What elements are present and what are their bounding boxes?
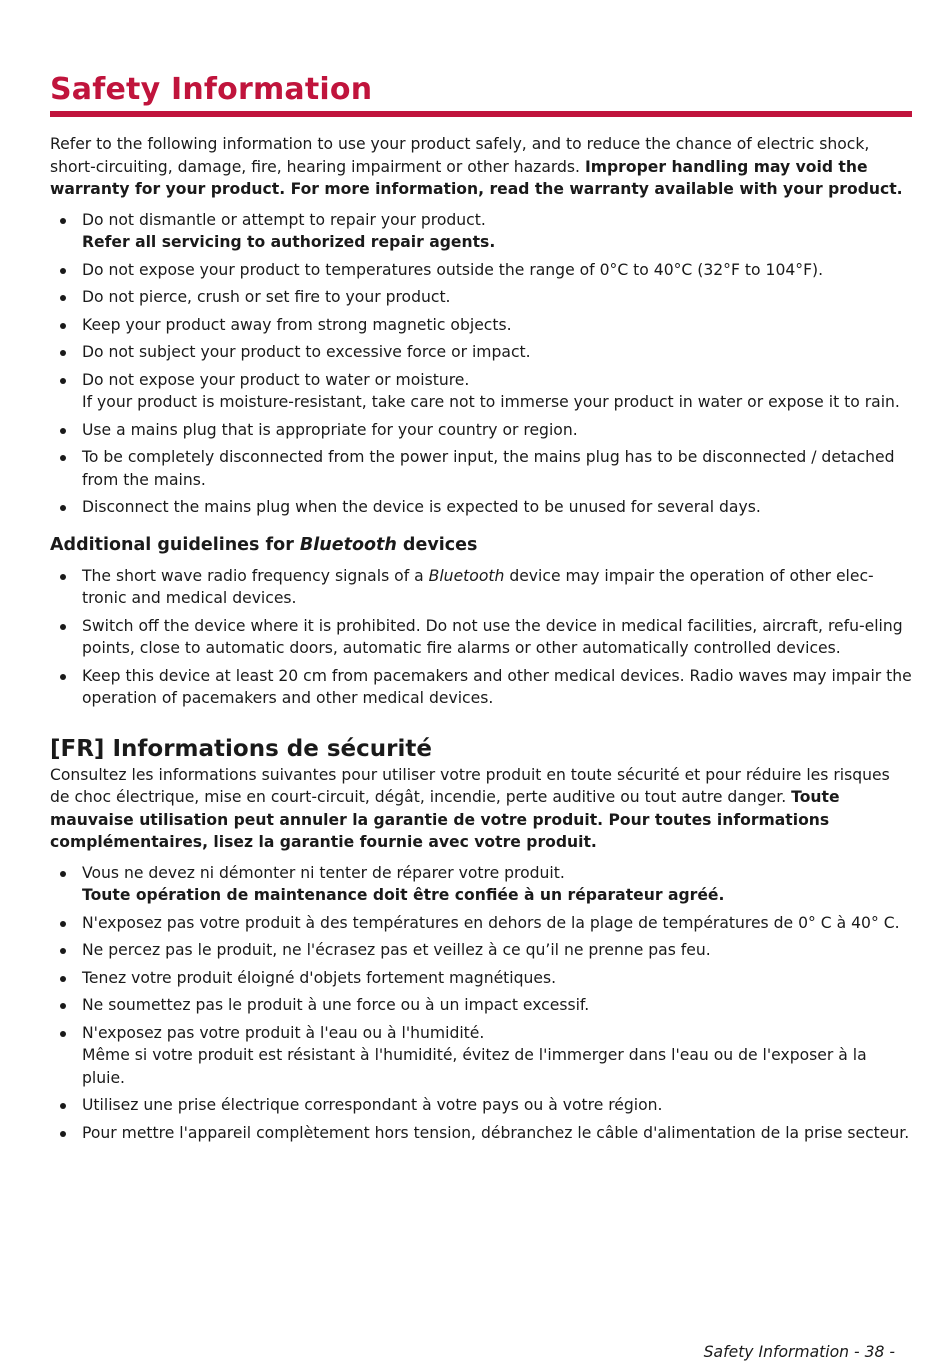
bullet-icon (60, 350, 66, 356)
list-item-text: Disconnect the mains plug when the device is expected to be unused for several days. (82, 498, 761, 516)
list-item-note: If your product is moisture-resistant, take care not to immerse your product in water or expose it to rain. (82, 393, 900, 411)
bluetooth-item1-post: device may impair the operation of other elec-tronic and medical devices. (82, 566, 874, 607)
fr-safety-list (50, 862, 912, 1145)
bluetooth-list (50, 565, 912, 710)
list-item-text: Utilisez une prise électrique correspondant à votre pays ou à votre région. (82, 1096, 663, 1114)
fr-section-title: [FR] Informations de sécurité (50, 735, 432, 762)
bullet-icon (60, 428, 66, 434)
list-item (50, 1094, 912, 1117)
list-item (50, 209, 912, 254)
list-item (50, 446, 912, 491)
list-item-text: Do not expose your product to temperatures outside the range of 0°C to 40°C (32°F to 104°F). (82, 260, 824, 279)
fr-intro-text: Consultez les informations suivantes pour utiliser votre produit en toute sécurité et pour réduire les risques de choc électrique, mise en court-circuit, dégât, incendie, perte auditive ou tout autre danger. (50, 765, 890, 806)
list-item-text: Pour mettre l'appareil complètement hors tension, débranchez le câble d'alimentation de la prise secteur. (82, 1123, 910, 1142)
list-item (50, 419, 912, 442)
list-item-text: Do not pierce, crush or set fire to your product. (82, 288, 451, 306)
list-item (50, 912, 912, 935)
fr-intro-paragraph (50, 764, 912, 854)
list-item (50, 369, 912, 414)
list-item-text: Use a mains plug that is appropriate for your country or region. (82, 420, 578, 439)
bluetooth-heading-italic: Bluetooth (299, 534, 397, 555)
list-item-text: Do not dismantle or attempt to repair your product. (82, 210, 486, 229)
page-title: Safety Information (50, 72, 912, 117)
list-item (50, 665, 912, 710)
intro-paragraph (50, 133, 912, 201)
bluetooth-item3: Keep this device at least 20 cm from pacemakers and other medical devices. Radio waves may impair the operation of pacemakers and other medical devices. (82, 666, 912, 707)
bullet-icon (60, 1131, 66, 1137)
bullet-icon (60, 624, 66, 630)
bullet-icon (60, 455, 66, 461)
page-footer: Safety Information - 38 - (703, 1343, 895, 1361)
list-item-text: Keep your product away from strong magnetic objects. (82, 315, 512, 334)
list-item-text: Ne percez pas le produit, ne l'écrasez pas et veillez à ce qu’il ne prenne pas feu. (82, 941, 711, 959)
list-item (50, 286, 912, 309)
bullet-icon (60, 1031, 66, 1037)
list-item-text: To be completely disconnected from the power input, the mains plug has to be disconnected / detached from the mains. (82, 448, 895, 489)
list-item-text: Do not expose your product to water or moisture. (82, 370, 470, 389)
bullet-icon (60, 871, 66, 877)
bluetooth-heading (50, 533, 912, 557)
list-item (50, 565, 912, 610)
bullet-icon (60, 505, 66, 511)
bluetooth-item2: Switch off the device where it is prohibited. Do not use the device in medical facilities, aircraft, refu-eling points, close to automatic doors, automatic fire alarms or other automatically controlled devices. (82, 616, 903, 657)
bullet-icon (60, 218, 66, 224)
intro-text: Refer to the following information to use your product safely, and to reduce the chance of electric shock, short-circuiting, damage, fire, hearing impairment or other hazards. (50, 135, 870, 176)
list-item (50, 496, 912, 519)
bullet-icon (60, 976, 66, 982)
bluetooth-item1-pre: The short wave radio frequency signals of a (82, 566, 429, 585)
list-item (50, 862, 912, 907)
list-item-emphasis: Refer all servicing to authorized repair agents. (82, 233, 496, 251)
list-item (50, 994, 912, 1017)
bullet-icon (60, 574, 66, 580)
list-item (50, 939, 912, 962)
list-item-emphasis: Toute opération de maintenance doit être confiée à un réparateur agréé. (82, 886, 725, 904)
list-item (50, 615, 912, 660)
list-item-text: N'exposez pas votre produit à des températures en dehors de la plage de températures de 0° C à 40° C. (82, 913, 900, 932)
bullet-icon (60, 378, 66, 384)
bullet-icon (60, 674, 66, 680)
bullet-icon (60, 323, 66, 329)
list-item (50, 259, 912, 282)
bullet-icon (60, 1003, 66, 1009)
fr-intro-warranty-warning: Toute mauvaise utilisation peut annuler la garantie de votre produit. Pour toutes informations complémentaires, lisez la garantie fournie avec votre produit. (50, 788, 840, 851)
list-item (50, 1022, 912, 1090)
bullet-icon (60, 921, 66, 927)
intro-warranty-warning: Improper handling may void the warranty for your product. For more information, read the warranty available with your product. (50, 157, 903, 198)
list-item-text: Ne soumettez pas le produit à une force ou à un impact excessif. (82, 996, 590, 1014)
list-item (50, 314, 912, 337)
list-item-text: Vous ne devez ni démonter ni tenter de réparer votre produit. (82, 863, 565, 882)
list-item-note: Même si votre produit est résistant à l'humidité, évitez de l'immerger dans l'eau ou de l'exposer à la pluie. (82, 1046, 867, 1087)
bluetooth-heading-post: devices (396, 534, 478, 555)
list-item (50, 1122, 912, 1145)
safety-list (50, 209, 912, 519)
bluetooth-item1-italic: Bluetooth (428, 566, 505, 585)
document-page (50, 72, 912, 1149)
list-item (50, 967, 912, 990)
bullet-icon (60, 948, 66, 954)
list-item-text: Do not subject your product to excessive force or impact. (82, 343, 531, 361)
bullet-icon (60, 268, 66, 274)
bluetooth-heading-pre: Additional guidelines for (50, 534, 300, 555)
bullet-icon (60, 295, 66, 301)
list-item (50, 341, 912, 364)
list-item-text: Tenez votre produit éloigné d'objets fortement magnétiques. (82, 968, 557, 987)
bullet-icon (60, 1103, 66, 1109)
list-item-text: N'exposez pas votre produit à l'eau ou à l'humidité. (82, 1023, 485, 1042)
